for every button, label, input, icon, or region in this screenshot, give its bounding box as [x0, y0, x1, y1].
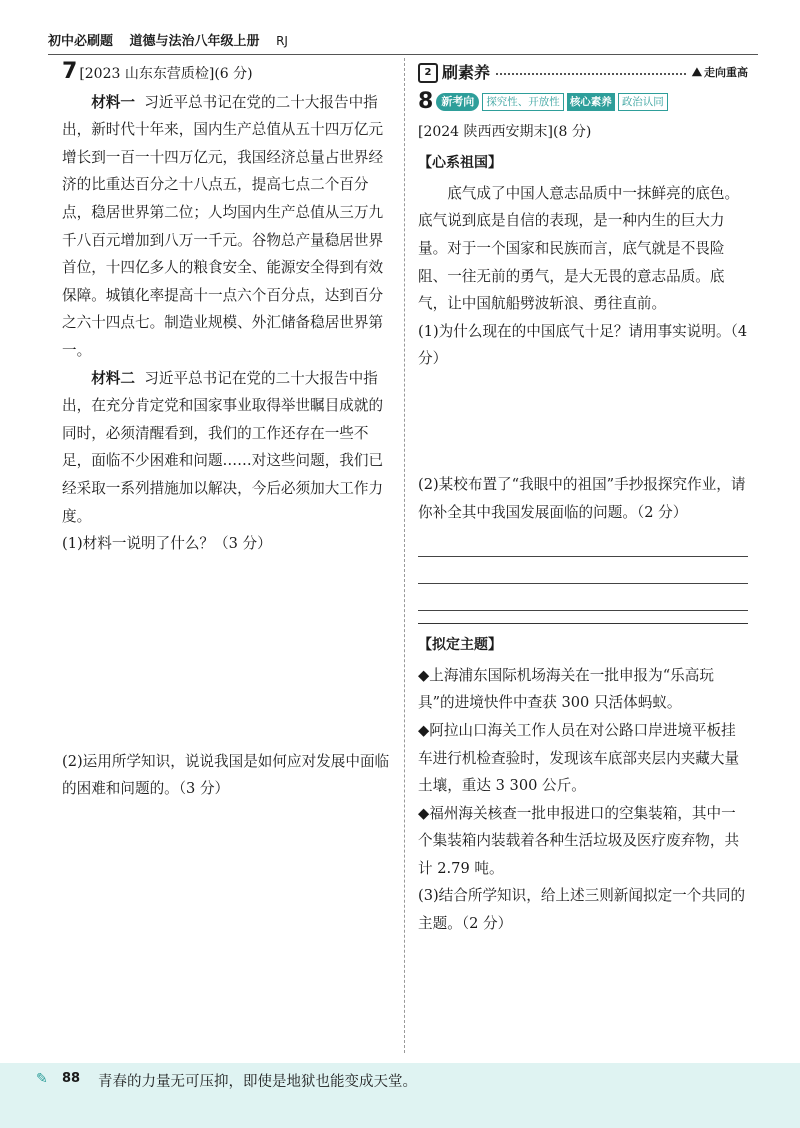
- question-8-sub-1: (1)为什么现在的中国底气十足？请用事实说明。（4 分）: [418, 322, 748, 368]
- answer-line[interactable]: [418, 530, 748, 557]
- material-2-text: 习近平总书记在党的二十大报告中指出，在充分肯定党和国家事业取得举世瞩目成就的同时，必须清醒看到，我们的工作还存在一些不足，面临不少困难和问题……对这些问题，我们已经采取一系列措施加以解决，今后必须加大工作力度。: [62, 369, 384, 525]
- section-heading-1: 【心系祖国】: [418, 155, 502, 172]
- answer-line[interactable]: [418, 557, 748, 584]
- dotted-arrow: [496, 73, 686, 75]
- tag-traits: 探究性、开放性: [482, 93, 564, 111]
- material-1-label: 材料一: [91, 93, 135, 111]
- suyang-logo-icon: 2: [418, 63, 438, 83]
- answer-line[interactable]: [418, 584, 748, 611]
- material-2: [62, 365, 392, 531]
- question-number: 8: [418, 89, 434, 114]
- column-divider: [404, 58, 405, 1053]
- tag-core-literacy: 核心素养: [567, 93, 615, 111]
- question-8-header: [418, 88, 748, 146]
- material-1: [62, 89, 392, 365]
- answer-lines: [418, 530, 748, 611]
- news-item-1: ◆上海浦东国际机场海关在一批申报为“乐高玩具”的进境快件中查获 300 只活体蚂蚁。: [418, 666, 714, 712]
- tag-political-identity: 政治认同: [618, 93, 668, 111]
- question-7-header: [62, 58, 392, 89]
- suyang-right: [692, 59, 748, 87]
- question-8-sub-3: (3)结合所学知识，给上述三则新闻拟定一个共同的主题。（2 分）: [418, 887, 746, 933]
- page-header: [48, 30, 748, 52]
- question-7-sub-2: (2)运用所学知识，说说我国是如何应对发展中面临的困难和问题的。（3 分）: [62, 752, 390, 798]
- section-1-text: 底气成了中国人意志品质中一抹鲜亮的底色。底气说到底是自信的表现，是一种内生的巨大力量。对于一个国家和民族而言，底气就是不畏险阻、一往无前的勇气，是大无畏的意志品质。底气，让中国航船劈波斩浪、勇往直前。: [418, 184, 740, 313]
- left-column: [62, 58, 392, 803]
- right-column: [418, 58, 748, 938]
- page-footer: [0, 1063, 800, 1128]
- suyang-banner: [418, 58, 748, 88]
- question-number: 7: [62, 59, 78, 84]
- section-divider: [418, 623, 748, 624]
- news-item-2: ◆阿拉山口海关工作人员在对公路口岸进境平板挂车进行机检查验时，发现该车底部夹层内夹藏大量土壤，重达 3 300 公斤。: [418, 721, 740, 795]
- page-number: 88: [62, 1071, 81, 1086]
- edition-label: RJ: [276, 34, 288, 48]
- question-8-sub-2: (2)某校布置了“我眼中的祖国”手抄报探究作业，请你补全其中我国发展面临的问题。（2 分）: [418, 475, 746, 521]
- header-divider: [48, 54, 758, 55]
- suyang-right-text: 走向重高: [704, 66, 748, 80]
- question-7-sub-1: (1)材料一说明了什么？（3 分）: [62, 535, 272, 553]
- question-source: [2024 陕西西安期末](8 分): [418, 123, 592, 140]
- subject-title: 道德与法治八年级上册: [129, 34, 260, 49]
- footer-motto: 青春的力量无可压抑，即使是地狱也能变成天堂。: [98, 1074, 417, 1090]
- climber-icon: ⛰: [691, 65, 702, 80]
- section-heading-2: 【拟定主题】: [418, 637, 502, 654]
- answer-space[interactable]: [62, 558, 392, 748]
- answer-space[interactable]: [418, 373, 748, 471]
- question-source: [2023 山东东营质检](6 分): [79, 66, 253, 82]
- material-2-label: 材料二: [91, 369, 135, 387]
- news-item-3: ◆福州海关核查一批申报进口的空集装箱，其中一个集装箱内装载着各种生活垃圾及医疗废弃物，共计 2.79 吨。: [418, 804, 740, 877]
- suyang-title: 刷素养: [442, 63, 491, 83]
- tag-new-direction: 新考向: [436, 93, 479, 111]
- book-title: 初中必刷题: [48, 34, 114, 49]
- material-1-text: 习近平总书记在党的二十大报告中指出，新时代十年来，国内生产总值从五十四万亿元增长到一百一十四万亿元，我国经济总量占世界经济的比重达百分之十八点五，提高七点二个百分点，稳居世界第二位；人均国内生产总值从三万九千八百元增加到八万一千元。谷物总产量稳居世界首位，十四亿多人的粮食安全、能源安全得到有效保障。城镇化率提高十一点六个百分点，达到百分之六十四点七。制造业规模、外汇储备稳居世界第一。: [62, 93, 384, 359]
- pen-icon: ✎: [36, 1071, 48, 1087]
